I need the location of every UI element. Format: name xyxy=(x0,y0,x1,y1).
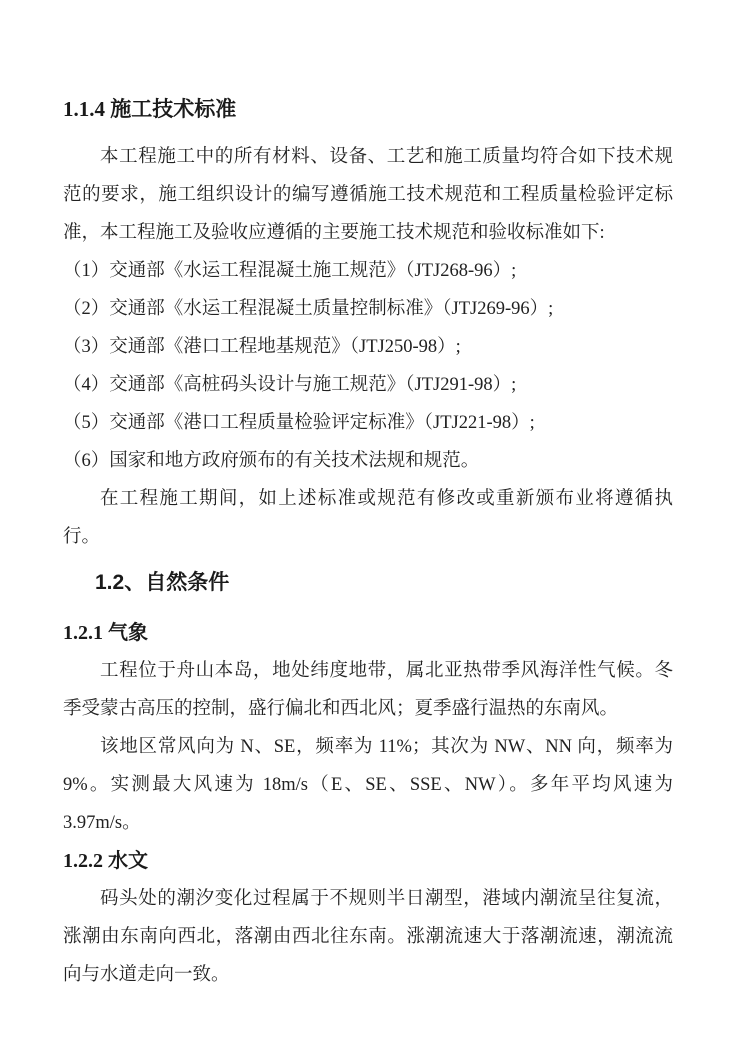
standard-item: （3）交通部《港口工程地基规范》（JTJ250-98）; xyxy=(63,337,461,357)
standard-item: （1）交通部《水运工程混凝土施工规范》（JTJ268-96）; xyxy=(63,261,517,281)
standard-item: （5）交通部《港口工程质量检验评定标准》（JTJ221-98）; xyxy=(63,413,535,433)
section-meteorology xyxy=(63,620,673,842)
heading-hydrology: 1.2.2 水文 xyxy=(63,850,148,872)
standard-item: （4）交通部《高桩码头设计与施工规范》（JTJ291-98）; xyxy=(63,375,517,395)
standard-item: （2）交通部《水运工程混凝土质量控制标准》（JTJ269-96）; xyxy=(63,299,554,319)
heading-natural-conditions: 1.2、自然条件 xyxy=(95,571,230,594)
paragraph-standards-intro: 本工程施工中的所有材料、设备、工艺和施工质量均符合如下技术规范的要求，施工组织设计的编写遵循施工技术规范和工程质量检验评定标准，本工程施工及验收应遵循的主要施工技术规范和验收标准如下: xyxy=(63,147,673,243)
heading-construction-standards: 1.1.4 施工技术标准 xyxy=(63,97,237,121)
paragraph-hydrology-1: 码头处的潮汐变化过程属于不规则半日潮型，港域内潮流呈往复流，涨潮由东南向西北，落潮由西北往东南。涨潮流速大于落潮流速，潮流流向与水道走向一致。 xyxy=(63,889,673,985)
standard-item: （6）国家和地方政府颁布的有关技术法规和规范。 xyxy=(63,451,480,471)
paragraph-meteorology-2: 该地区常风向为 N、SE，频率为 11%；其次为 NW、NN 向，频率为 9%。实测最大风速为 18m/s（E、SE、SSE、NW）。多年平均风速为 3.97m/s。 xyxy=(63,737,673,833)
paragraph-standards-closing: 在工程施工期间，如上述标准或规范有修改或重新颁布业将遵循执行。 xyxy=(63,489,673,547)
paragraph-meteorology-1: 工程位于舟山本岛，地处纬度地带，属北亚热带季风海洋性气候。冬季受蒙古高压的控制，盛行偏北和西北风；夏季盛行温热的东南风。 xyxy=(63,661,673,719)
heading-meteorology: 1.2.1 气象 xyxy=(63,622,148,644)
section-construction-standards xyxy=(63,96,673,556)
standards-list xyxy=(63,252,673,480)
section-hydrology xyxy=(63,848,673,994)
